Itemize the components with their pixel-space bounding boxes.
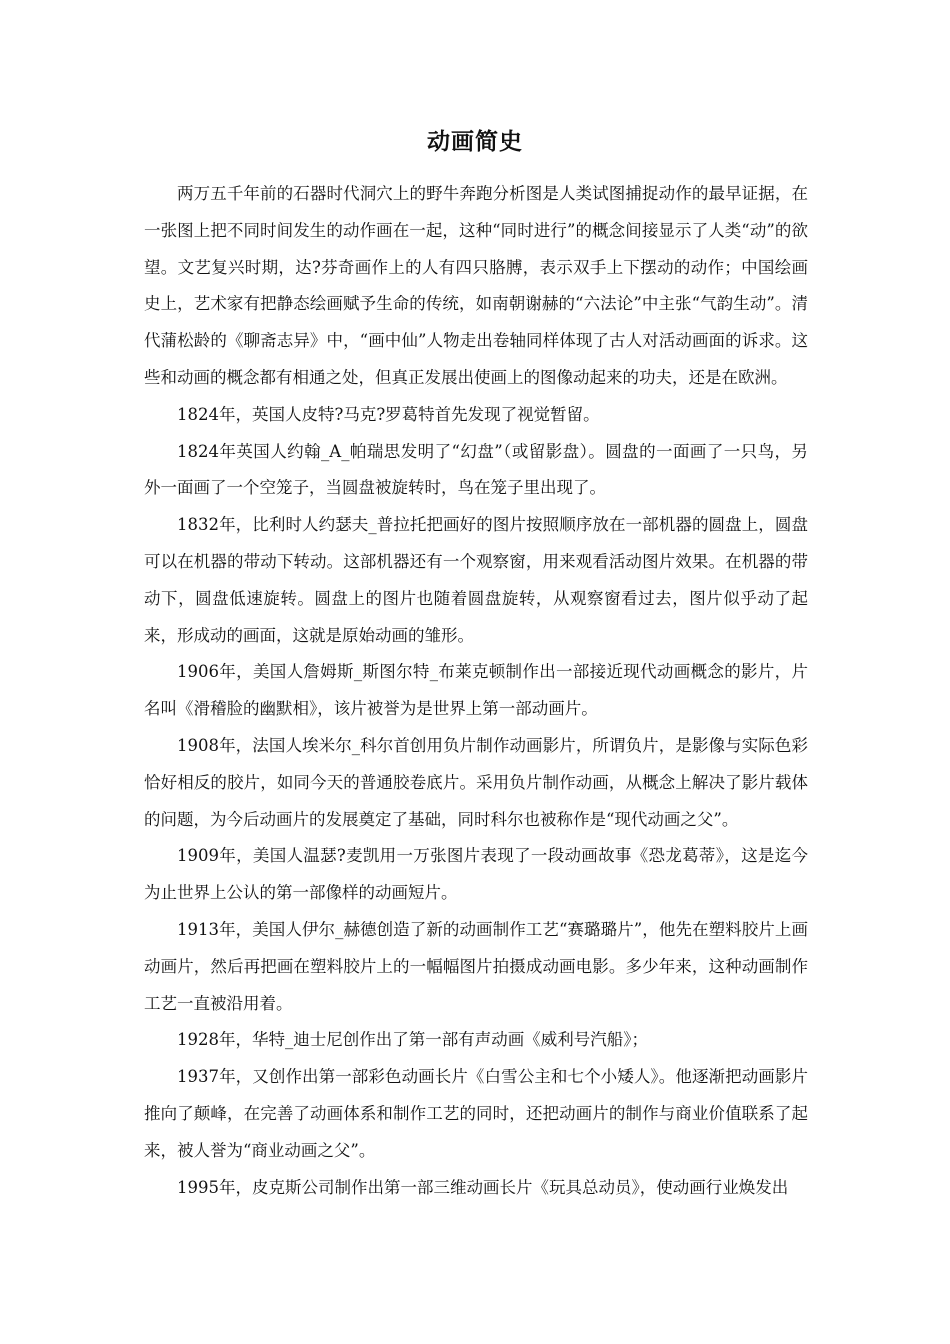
paragraph: 1832年，比利时人约瑟夫_普拉托把画好的图片按照顺序放在一部机器的圆盘上，圆盘可以在机器的带动下转动。这部机器还有一个观察窗，用来观看活动图片效果。在机器的带动下，圆盘低速旋转。圆盘上的图片也随着圆盘旋转，从观察窗看过去，图片似乎动了起来，形成动的画面，这就是原始动画的雏形。	[144, 515, 808, 645]
paragraph: 1913年，美国人伊尔_赫德创造了新的动画制作工艺“赛璐璐片”，他先在塑料胶片上画动画片，然后再把画在塑料胶片上的一幅幅图片拍摄成动画电影。多少年来，这种动画制作工艺一直被沿用着。	[144, 919, 808, 1013]
document-body	[144, 176, 808, 1206]
document-title: 动画简史	[427, 129, 523, 155]
paragraph: 1824年英国人约翰_A_帕瑞思发明了“幻盘”（或留影盘）。圆盘的一面画了一只鸟，另外一面画了一个空笼子，当圆盘被旋转时，鸟在笼子里出现了。	[144, 441, 808, 498]
paragraph: 1824年，英国人皮特?马克?罗葛特首先发现了视觉暂留。	[177, 404, 600, 424]
paragraph: 1928年，华特_迪士尼创作出了第一部有声动画《威利号汽船》；	[177, 1030, 648, 1050]
paragraph: 1908年，法国人埃米尔_科尔首创用负片制作动画影片，所谓负片，是影像与实际色彩恰好相反的胶片，如同今天的普通胶卷底片。采用负片制作动画，从概念上解决了影片载体的问题，为今后动画片的发展奠定了基础，同时科尔也被称作是“现代动画之父”。	[144, 735, 808, 829]
paragraph: 1909年，美国人温瑟?麦凯用一万张图片表现了一段动画故事《恐龙葛蒂》，这是迄今为止世界上公认的第一部像样的动画短片。	[144, 846, 808, 903]
paragraph: 两万五千年前的石器时代洞穴上的野牛奔跑分析图是人类试图捕捉动作的最早证据，在一张图上把不同时间发生的动作画在一起，这种“同时进行”的概念间接显示了人类“动”的欲望。文艺复兴时期，达?芬奇画作上的人有四只胳膊，表示双手上下摆动的动作；中国绘画史上，艺术家有把静态绘画赋予生命的传统，如南朝谢赫的“六法论”中主张“气韵生动”。清代蒲松龄的《聊斋志异》中，“画中仙”人物走出卷轴同样体现了古人对活动画面的诉求。这些和动画的概念都有相通之处，但真正发展出使画上的图像动起来的功夫，还是在欧洲。	[144, 184, 808, 387]
paragraph: 1995年，皮克斯公司制作出第一部三维动画长片《玩具总动员》，使动画行业焕发出	[177, 1177, 789, 1197]
paragraph: 1906年，美国人詹姆斯_斯图尔特_布莱克顿制作出一部接近现代动画概念的影片，片名叫《滑稽脸的幽默相》，该片被誉为是世界上第一部动画片。	[144, 662, 808, 719]
paragraph: 1937年，又创作出第一部彩色动画长片《白雪公主和七个小矮人》。他逐渐把动画影片推向了颠峰，在完善了动画体系和制作工艺的同时，还把动画片的制作与商业价值联系了起来，被人誉为“商业动画之父”。	[144, 1067, 808, 1160]
